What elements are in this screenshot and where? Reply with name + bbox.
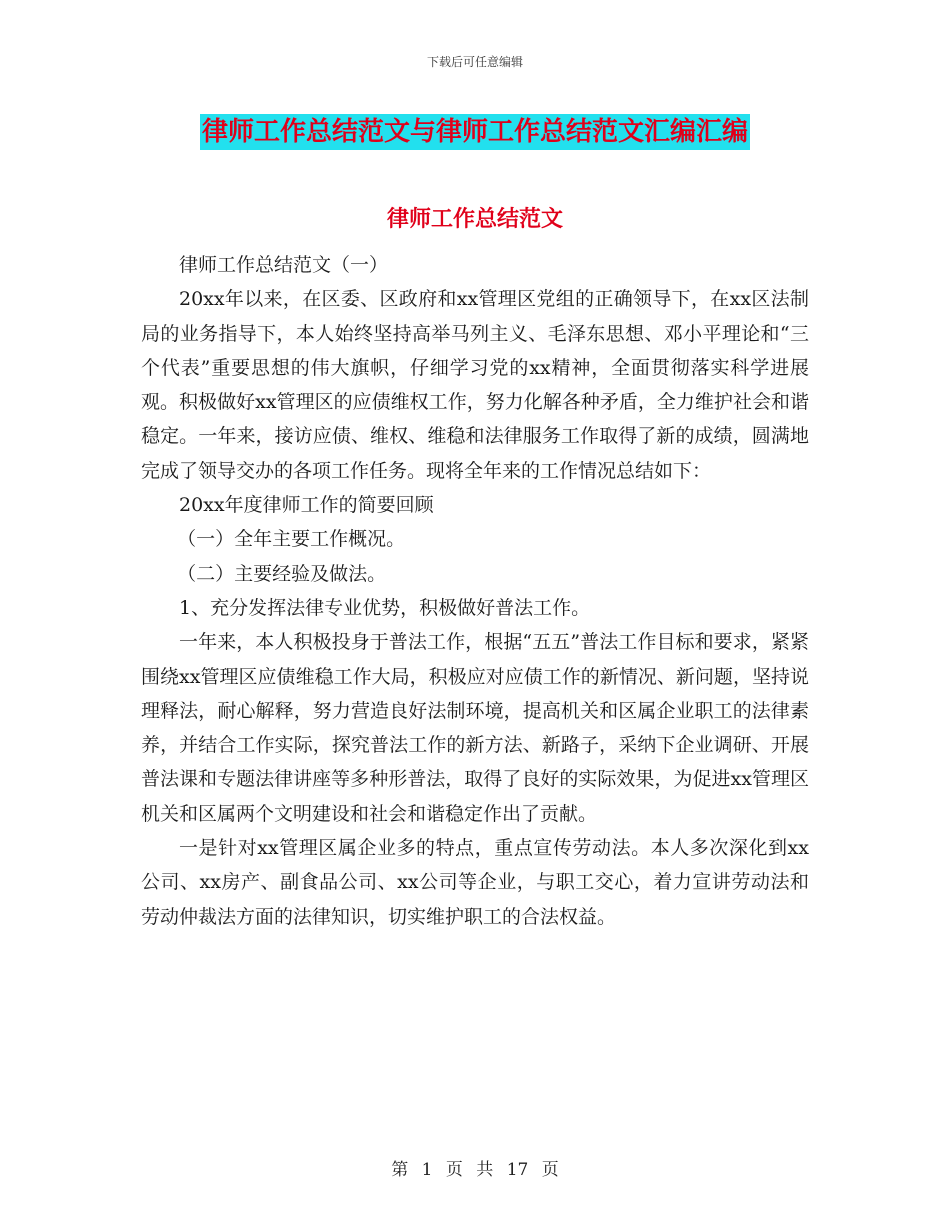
document-title bbox=[0, 111, 950, 148]
paragraph: （二）主要经验及做法。 bbox=[177, 562, 387, 585]
header-note: 下载后可任意编辑 bbox=[426, 55, 523, 69]
document-body bbox=[141, 248, 809, 934]
paragraph: 一是针对xx管理区属企业多的特点，重点宣传劳动法。本人多次深化到xx公司、xx房产、副食品公司、xx公司等企业，与职工交心，着力宣讲劳动法和劳动仲裁法方面的法律知识，切实维护职工的合法权益。 bbox=[141, 837, 809, 928]
page-footer: 第 1 页 共 17 页 bbox=[391, 1160, 559, 1180]
paragraph: 20xx年以来，在区委、区政府和xx管理区党组的正确领导下，在xx区法制局的业务指导下，本人始终坚持高举马列主义、毛泽东思想、邓小平理论和“三个代表”重要思想的伟大旗帜，仔细学习党的xx精神，全面贯彻落实科学进展观。积极做好xx管理区的应债维权工作，努力化解各种矛盾，全力维护社会和谐稳定。一年来，接访应债、维权、维稳和法律服务工作取得了新的成绩，圆满地完成了领导交办的各项工作任务。现将全年来的工作情况总结如下： bbox=[141, 288, 809, 482]
document-title-text: 律师工作总结范文与律师工作总结范文汇编汇编 bbox=[200, 114, 750, 150]
paragraph: 1、充分发挥法律专业优势，积极做好普法工作。 bbox=[179, 596, 591, 619]
paragraph: 一年来，本人积极投身于普法工作，根据“五五”普法工作目标和要求，紧紧围绕xx管理区应债维稳工作大局，积极应对应债工作的新情况、新问题，坚持说理释法，耐心解释，努力营造良好法制环境，提高机关和区属企业职工的法律素养，并结合工作实际，探究普法工作的新方法、新路子，采纳下企业调研、开展普法课和专题法律讲座等多种形普法，取得了良好的实际效果，为促进xx管理区机关和区属两个文明建设和社会和谐稳定作出了贡献。 bbox=[141, 631, 809, 825]
paragraph: 律师工作总结范文（一） bbox=[179, 254, 389, 276]
paragraph: （一）全年主要工作概况。 bbox=[177, 528, 406, 551]
section-title: 律师工作总结范文 bbox=[386, 206, 563, 232]
paragraph: 20xx年度律师工作的简要回顾 bbox=[179, 494, 434, 517]
